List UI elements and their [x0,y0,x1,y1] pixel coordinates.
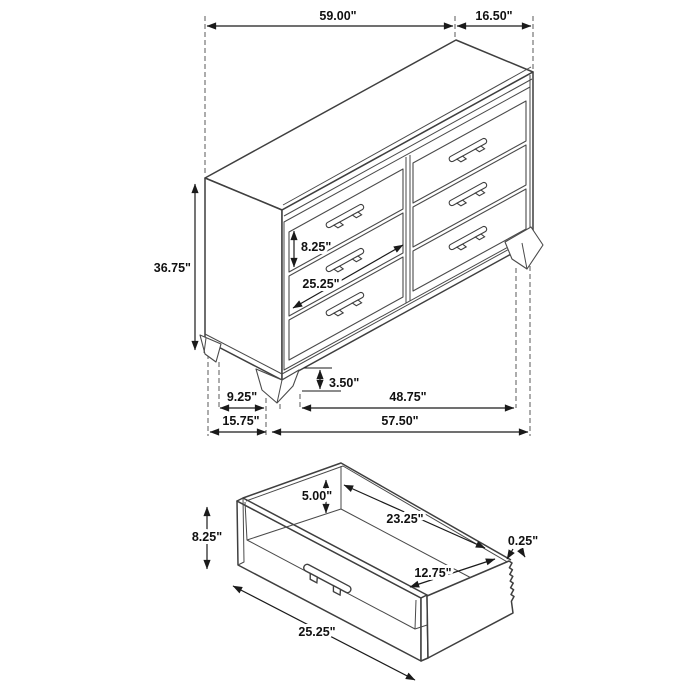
front-leg-span-label: 48.75" [389,390,427,404]
overall-width-label: 59.00" [319,9,357,23]
drawer-front-height-label: 8.25" [191,530,223,544]
drawer-inner-height-label: 5.00" [301,489,333,503]
dim-pointer-thickness-left [507,549,513,559]
drawer-inner-depth-label: 12.75" [414,566,452,580]
drawer-front-width-label: 25.25" [302,277,340,291]
drawer-inner-width-label: 23.25" [386,512,424,526]
drawer-side-thickness-label: 0.25" [507,534,539,548]
base-width-label: 57.50" [381,414,419,428]
base-depth-label: 15.75" [222,414,260,428]
drawer-figure [192,463,538,680]
drawer-front-height-label: 8.25" [301,240,332,254]
overall-depth-label: 16.50" [475,9,513,23]
dim-pointer-thickness-right [520,549,525,557]
drawer-front-width-label: 25.25" [298,625,336,639]
leg-height-label: 3.50" [329,376,360,390]
overall-height-label: 36.75" [153,261,191,275]
leg-spacing-label: 9.25" [226,390,258,404]
dresser-figure [154,9,543,436]
